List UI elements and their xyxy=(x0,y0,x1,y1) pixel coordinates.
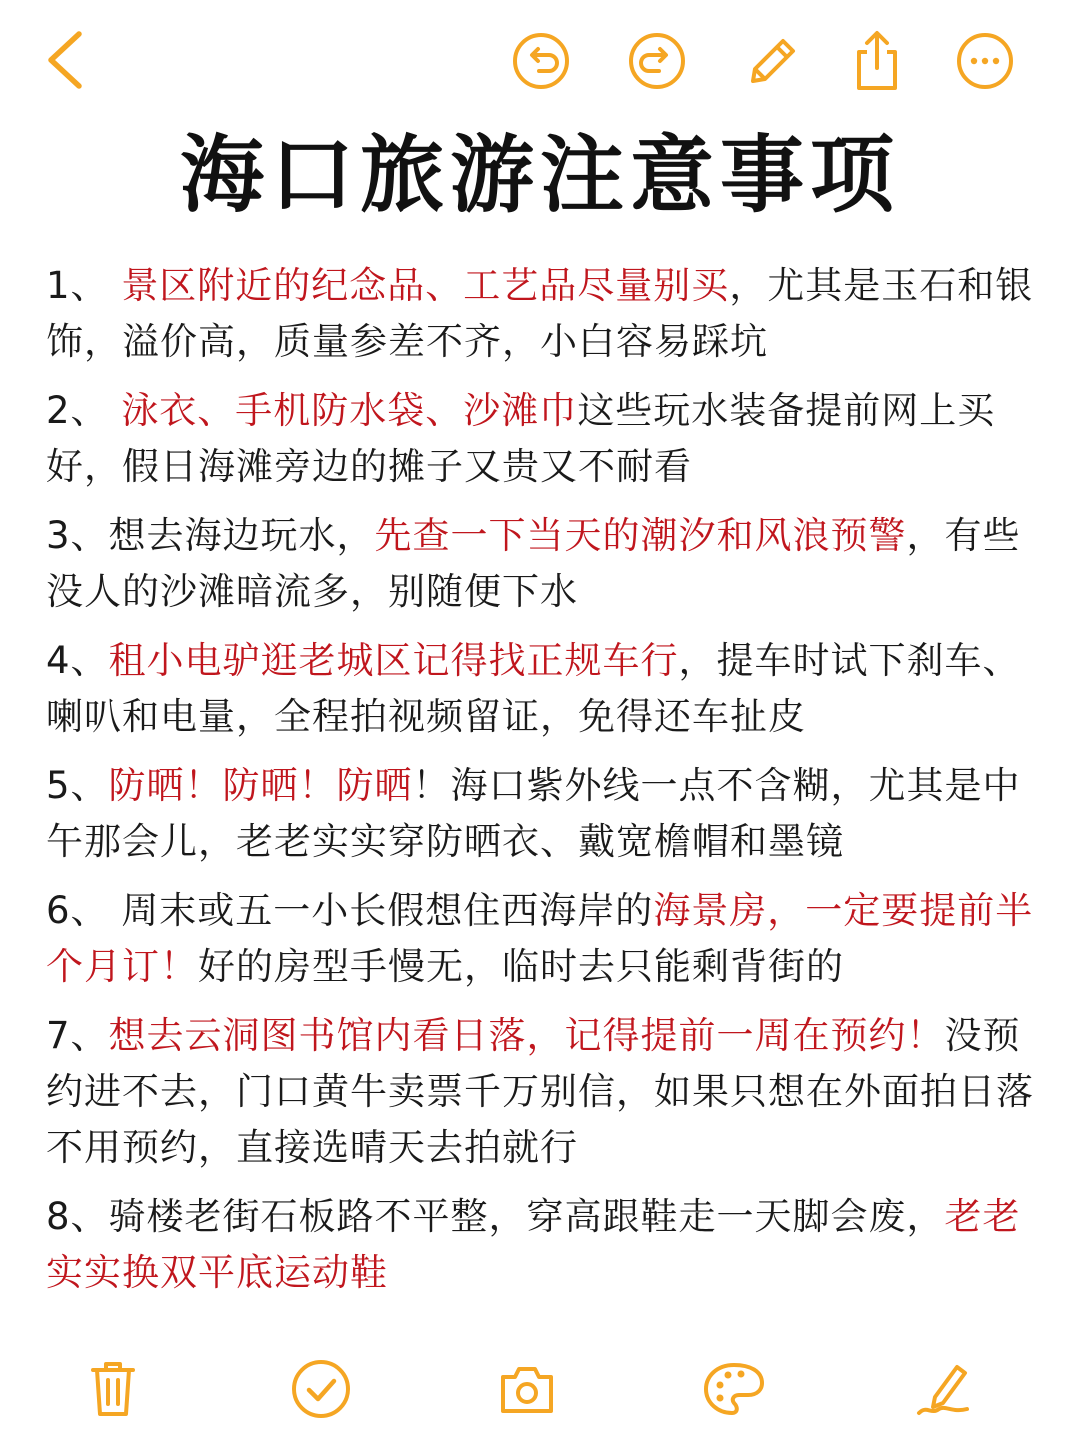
camera-icon[interactable] xyxy=(494,1356,560,1422)
trash-icon[interactable] xyxy=(80,1354,146,1424)
note-item xyxy=(46,508,1042,620)
note-text: 骑楼老街石板路不平整，穿高跟鞋走一天脚会废， xyxy=(108,1195,945,1238)
note-text: ，提车时试下刹车、喇叭和电量，全程拍视频留证，免得还车扯皮 xyxy=(46,639,1021,738)
note-item xyxy=(46,633,1042,745)
undo-icon[interactable] xyxy=(508,28,574,94)
bottom-toolbar xyxy=(0,1346,1080,1436)
note-item xyxy=(46,883,1042,995)
note-text: ！海口紫外线一点不含糊，尤其是中午那会儿，老老实实穿防晒衣、戴宽檐帽和墨镜 xyxy=(46,764,1021,863)
highlighted-text: 想去云洞图书馆内看日落，记得提前一周在预约！ xyxy=(108,1014,945,1057)
note-text: 想去海边玩水， xyxy=(108,514,375,557)
highlighted-text: 泳衣、手机防水袋、沙滩巾 xyxy=(121,389,578,432)
note-body[interactable] xyxy=(46,258,1042,1314)
note-item-number: 5、 xyxy=(46,764,109,807)
highlighted-text: 海景房，一定要提前半个月订！ xyxy=(46,889,1034,988)
note-title: 海口旅游注意事项 xyxy=(179,126,900,224)
handwriting-pen-icon[interactable] xyxy=(910,1356,976,1422)
note-text: 这些玩水装备提前网上买好，假日海滩旁边的摊子又贵又不耐看 xyxy=(46,389,996,488)
redo-icon[interactable] xyxy=(624,28,690,94)
note-item-number: 1、 xyxy=(46,264,122,307)
note-item-number: 2、 xyxy=(46,389,122,432)
highlighted-text: 老老实实换双平底运动鞋 xyxy=(46,1195,1021,1294)
note-text: ，尤其是玉石和银饰，溢价高，质量参差不齐，小白容易踩坑 xyxy=(46,264,1034,363)
pencil-icon[interactable] xyxy=(738,28,804,94)
note-item xyxy=(46,383,1042,495)
more-icon[interactable] xyxy=(952,28,1018,94)
note-item xyxy=(46,1008,1042,1176)
highlighted-text: 防晒！防晒！防晒 xyxy=(108,764,413,807)
share-icon[interactable] xyxy=(844,26,910,94)
note-item xyxy=(46,1189,1042,1301)
note-text: 好的房型手慢无，临时去只能剩背街的 xyxy=(198,945,844,988)
note-item-number: 6、 xyxy=(46,889,122,932)
back-icon[interactable] xyxy=(30,22,100,98)
note-text: ，有些没人的沙滩暗流多，别随便下水 xyxy=(46,514,1021,613)
note-item-number: 8、 xyxy=(46,1195,109,1238)
note-item xyxy=(46,258,1042,370)
note-item xyxy=(46,758,1042,870)
highlighted-text: 景区附近的纪念品、工艺品尽量别买 xyxy=(121,264,730,307)
highlighted-text: 租小电驴逛老城区记得找正规车行 xyxy=(108,639,679,682)
note-item-number: 7、 xyxy=(46,1014,109,1057)
note-text: 周末或五一小长假想住西海岸的 xyxy=(121,889,654,932)
note-item-number: 4、 xyxy=(46,639,109,682)
top-toolbar xyxy=(0,0,1080,120)
palette-icon[interactable] xyxy=(700,1356,770,1422)
note-item-number: 3、 xyxy=(46,514,109,557)
note-text: 没预约进不去，门口黄牛卖票千万别信，如果只想在外面拍日落不用预约，直接选晴天去拍就行 xyxy=(46,1014,1034,1169)
checkmark-icon[interactable] xyxy=(286,1354,356,1424)
highlighted-text: 先查一下当天的潮汐和风浪预警 xyxy=(374,514,907,557)
